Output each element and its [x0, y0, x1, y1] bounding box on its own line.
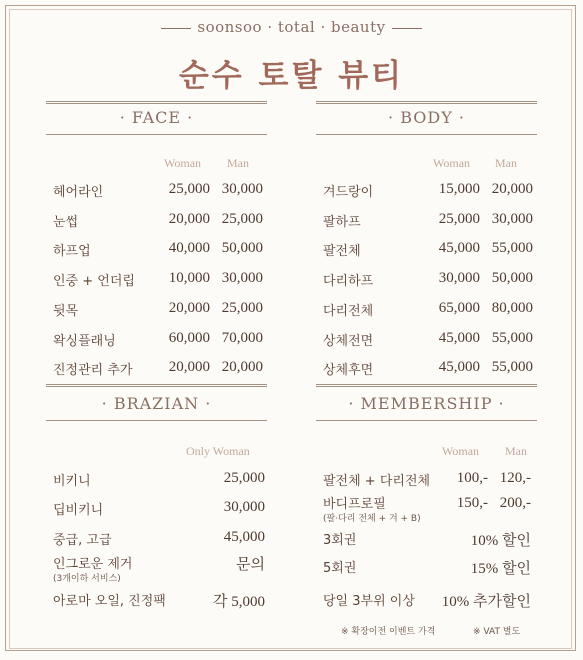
membership-item-note: (팔·다리 전체 + 겨 + B) [323, 514, 421, 524]
face-price-woman: 40,000 [168, 240, 210, 257]
membership-item-name: 3회권 [323, 533, 357, 548]
membership-col-woman: Woman [442, 444, 480, 458]
brazian-row [46, 529, 267, 551]
body-price-woman: 25,000 [438, 210, 480, 227]
face-title: · FACE · [119, 108, 194, 127]
brazian-row [46, 499, 267, 521]
brazian-row [46, 590, 267, 612]
face-item-name: 헤어라인 [53, 185, 104, 200]
body-price-woman: 15,000 [438, 181, 480, 197]
body-price-man: 55,000 [491, 329, 533, 346]
body-item-name: 상체전면 [323, 333, 374, 349]
membership-item-name: 바디프로필 [323, 497, 386, 512]
brazian-row [46, 470, 267, 492]
brazian-price: 25,000 [223, 470, 265, 486]
face-item-name: 뒷목 [53, 303, 79, 319]
header-subtitle [0, 18, 583, 36]
face-item-name: 눈썹 [53, 214, 79, 230]
face-price-man: 20,000 [221, 359, 263, 376]
brazian-price: 문의 [236, 557, 265, 573]
membership-discount: 10% 할인 [470, 533, 531, 549]
body-price-woman: 45,000 [438, 359, 480, 376]
face-price-man: 25,000 [221, 299, 263, 316]
membership-discount: 15% 할인 [470, 561, 531, 577]
face-row [46, 270, 267, 292]
divider [392, 28, 422, 29]
body-price-woman: 45,000 [438, 240, 480, 257]
face-row [46, 211, 267, 233]
brazian-price: 30,000 [223, 499, 265, 515]
face-row [46, 300, 267, 322]
face-price-woman: 60,000 [168, 329, 210, 346]
brazian-item-name: 비키니 [53, 474, 91, 489]
membership-row [316, 470, 537, 492]
face-price-woman: 10,000 [168, 270, 210, 287]
brazian-section [46, 387, 267, 617]
face-price-woman: 20,000 [168, 359, 210, 376]
membership-item-name: 5회권 [323, 561, 357, 576]
body-row [316, 330, 537, 352]
body-row [316, 270, 537, 292]
membership-price-man: 200,- [499, 495, 531, 511]
brazian-item-name: 딥비키니 [53, 503, 104, 518]
face-price-woman: 25,000 [168, 181, 210, 197]
membership-section [316, 387, 537, 617]
body-row [316, 211, 537, 233]
membership-col-man: Man [505, 444, 527, 458]
body-price-woman: 45,000 [438, 329, 480, 346]
brazian-item-name: 인그로운 제거 [53, 557, 133, 572]
body-header [316, 101, 537, 135]
membership-title: · MEMBERSHIP · [348, 394, 505, 413]
brazian-title: · BRAZIAN · [101, 394, 212, 413]
body-col-man: Man [495, 156, 517, 170]
face-item-name: 하프업 [53, 244, 91, 260]
brazian-price: 각 5,000 [213, 594, 265, 610]
membership-price-woman: 100,- [456, 470, 488, 486]
face-price-man: 30,000 [221, 181, 263, 197]
face-price-woman: 20,000 [168, 299, 210, 316]
face-price-man: 50,000 [221, 240, 263, 257]
face-row [46, 359, 267, 381]
footnote-event-price: ※ 확장이전 이벤트 가격 [341, 627, 436, 637]
body-item-name: 팔전체 [323, 244, 361, 260]
body-price-man: 20,000 [491, 181, 533, 197]
face-price-man: 30,000 [221, 270, 263, 287]
membership-row [316, 529, 537, 551]
brazian-item-note: (3개이하 서비스) [53, 574, 121, 584]
face-col-woman: Woman [164, 156, 202, 170]
face-row [46, 240, 267, 262]
body-row [316, 359, 537, 381]
body-price-woman: 65,000 [438, 299, 480, 316]
body-col-woman: Woman [433, 156, 471, 170]
face-item-name: 진정관리 추가 [53, 363, 133, 379]
face-row [46, 181, 267, 203]
face-price-woman: 20,000 [168, 210, 210, 227]
face-price-man: 25,000 [221, 210, 263, 227]
brazian-row [46, 557, 267, 587]
divider [161, 28, 191, 29]
membership-item-name: 팔전체 + 다리전체 [323, 474, 431, 489]
body-title: · BODY · [388, 108, 465, 127]
body-item-name: 다리전체 [323, 303, 374, 319]
brazian-item-name: 아로마 오일, 진정팩 [53, 594, 166, 609]
body-row [316, 300, 537, 322]
body-price-man: 55,000 [491, 240, 533, 257]
body-price-man: 30,000 [491, 210, 533, 227]
face-section [46, 101, 267, 386]
brazian-col-only-woman: Only Woman [186, 444, 250, 458]
body-row [316, 181, 537, 203]
body-price-man: 55,000 [491, 359, 533, 376]
body-row [316, 240, 537, 262]
membership-row [316, 495, 537, 529]
membership-header [316, 387, 537, 421]
membership-item-name: 당일 3부위 이상 [323, 594, 415, 609]
face-price-man: 70,000 [221, 329, 263, 346]
membership-price-man: 120,- [499, 470, 531, 486]
face-row [46, 330, 267, 352]
membership-discount: 10% 추가할인 [441, 594, 531, 610]
body-item-name: 다리하프 [323, 274, 374, 290]
body-price-man: 80,000 [491, 299, 533, 316]
body-item-name: 상체후면 [323, 363, 374, 379]
membership-price-woman: 150,- [456, 495, 488, 511]
face-item-name: 왁싱플래닝 [53, 333, 116, 349]
face-item-name: 인중 + 언더립 [53, 274, 135, 290]
subtitle-text: soonsoo · total · beauty [197, 18, 386, 36]
face-header [46, 101, 267, 135]
brazian-item-name: 중급, 고급 [53, 533, 112, 548]
brazian-price: 45,000 [223, 529, 265, 545]
body-item-name: 팔하프 [323, 214, 361, 230]
body-section [316, 101, 537, 386]
page-title: 순수 토탈 뷰티 [178, 58, 405, 94]
body-item-name: 겨드랑이 [323, 185, 374, 200]
membership-row [316, 590, 537, 612]
body-price-woman: 30,000 [438, 270, 480, 287]
face-col-man: Man [227, 156, 249, 170]
brazian-header [46, 387, 267, 421]
footnote-vat: ※ VAT 별도 [473, 627, 521, 637]
membership-row [316, 557, 537, 579]
body-price-man: 50,000 [491, 270, 533, 287]
